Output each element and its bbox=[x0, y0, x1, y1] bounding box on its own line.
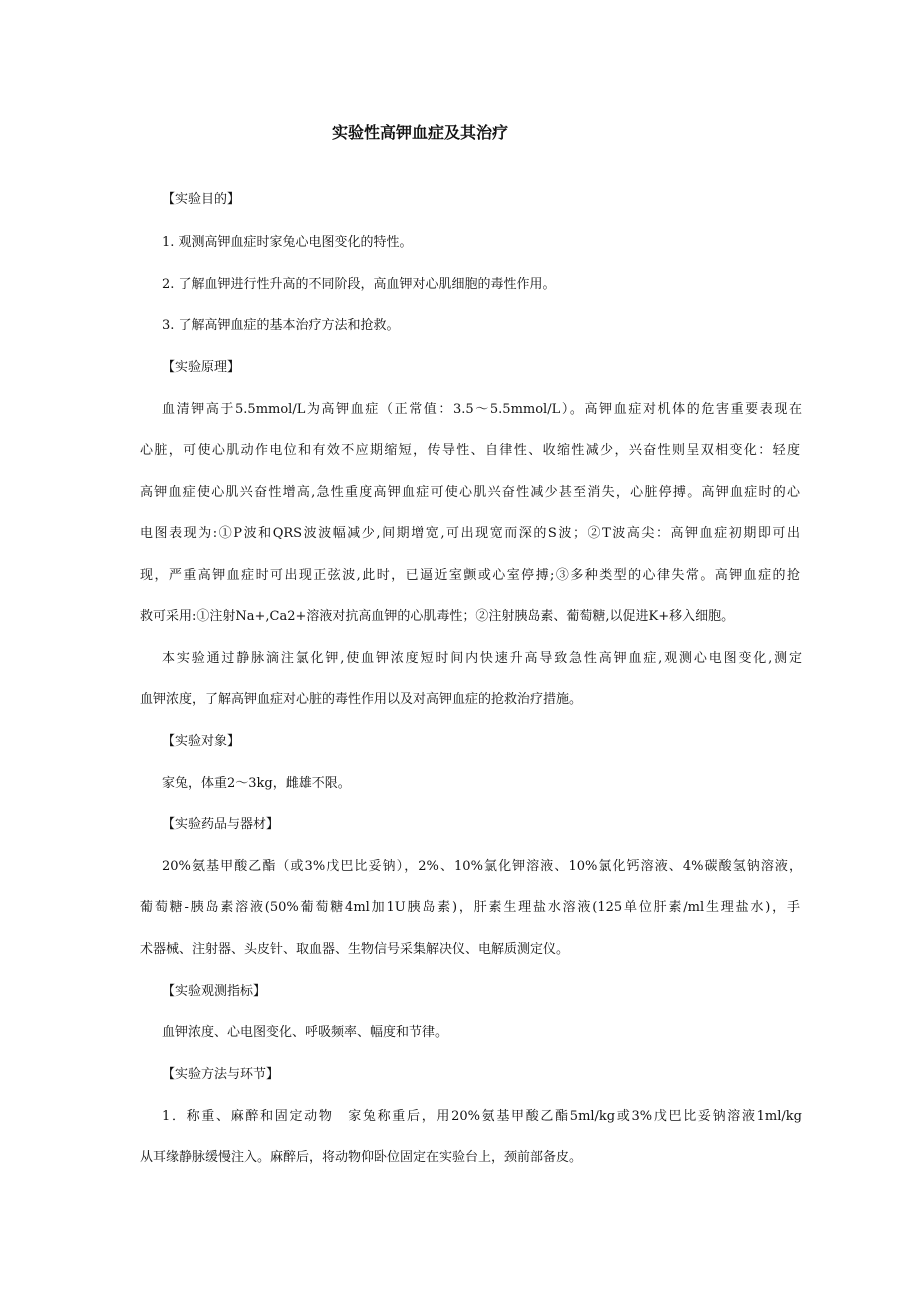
principle-p1-line-5: 现，严重高钾血症时可出现正弦波,此时，已逼近室颤或心室停搏;③多种类型的心律失常。高钾血症的抢 bbox=[140, 568, 800, 583]
section-heading-subject: 【实验对象】 bbox=[162, 734, 241, 749]
section-heading-indicators: 【实验观测指标】 bbox=[162, 984, 267, 999]
materials-line-1: 20%氨基甲酸乙酯（或3%戊巴比妥钠），2%、10%氯化钾溶液、10%氯化钙溶液、4%碳酸氢钠溶液， bbox=[162, 859, 802, 874]
methods-line-1: 1．称重、麻醉和固定动物 家兔称重后，用20%氨基甲酸乙酯5ml/kg或3%戊巴比妥钠溶液1ml/kg bbox=[162, 1109, 802, 1124]
purpose-item-2: 2. 了解血钾进行性升高的不同阶段，高血钾对心肌细胞的毒性作用。 bbox=[162, 277, 556, 292]
materials-line-2: 葡萄糖-胰岛素溶液(50%葡萄糖4ml加1U胰岛素)，肝素生理盐水溶液(125单位肝素/ml生理盐水)，手 bbox=[140, 900, 800, 915]
principle-p1-line-4: 电图表现为:①P波和QRS波波幅减少,间期增宽,可出现宽而深的S波；②T波高尖：高钾血症初期即可出 bbox=[140, 526, 800, 541]
principle-p1-line-6: 救可采用:①注射Na+,Ca2+溶液对抗高血钾的心肌毒性；②注射胰岛素、葡萄糖,以促进K+移入细胞。 bbox=[140, 609, 735, 624]
principle-p2-line-1: 本实验通过静脉滴注氯化钾,使血钾浓度短时间内快速升高导致急性高钾血症,观测心电图变化,测定 bbox=[162, 651, 802, 666]
page-title: 实验性高钾血症及其治疗 bbox=[331, 123, 508, 142]
section-heading-methods: 【实验方法与环节】 bbox=[162, 1067, 280, 1082]
methods-line-2: 从耳缘静脉缓慢注入。麻醉后，将动物仰卧位固定在实验台上，颈前部备皮。 bbox=[140, 1150, 583, 1165]
principle-p1-line-1: 血清钾高于5.5mmol/L为高钾血症（正常值：3.5～5.5mmol/L）。高钾血症对机体的危害重要表现在 bbox=[162, 402, 802, 417]
purpose-item-1: 1. 观测高钾血症时家兔心电图变化的特性。 bbox=[162, 235, 413, 250]
section-heading-materials: 【实验药品与器材】 bbox=[162, 817, 280, 832]
subject-text: 家兔，体重2～3kg，雌雄不限。 bbox=[162, 776, 351, 791]
section-heading-principle: 【实验原理】 bbox=[162, 360, 241, 375]
principle-p1-line-2: 心脏，可使心肌动作电位和有效不应期缩短，传导性、自律性、收缩性减少，兴奋性则呈双相变化：轻度 bbox=[140, 443, 800, 458]
indicators-text: 血钾浓度、心电图变化、呼吸频率、幅度和节律。 bbox=[162, 1025, 449, 1040]
principle-p2-line-2: 血钾浓度，了解高钾血症对心脏的毒性作用以及对高钾血症的抢救治疗措施。 bbox=[140, 692, 583, 707]
materials-line-3: 术器械、注射器、头皮针、取血器、生物信号采集解决仪、电解质测定仪。 bbox=[140, 942, 570, 957]
purpose-item-3: 3. 了解高钾血症的基本治疗方法和抢救。 bbox=[162, 318, 400, 333]
principle-p1-line-3: 高钾血症使心肌兴奋性增高,急性重度高钾血症可使心肌兴奋性减少甚至消失，心脏停搏。高钾血症时的心 bbox=[140, 485, 800, 500]
section-heading-purpose: 【实验目的】 bbox=[162, 192, 241, 207]
